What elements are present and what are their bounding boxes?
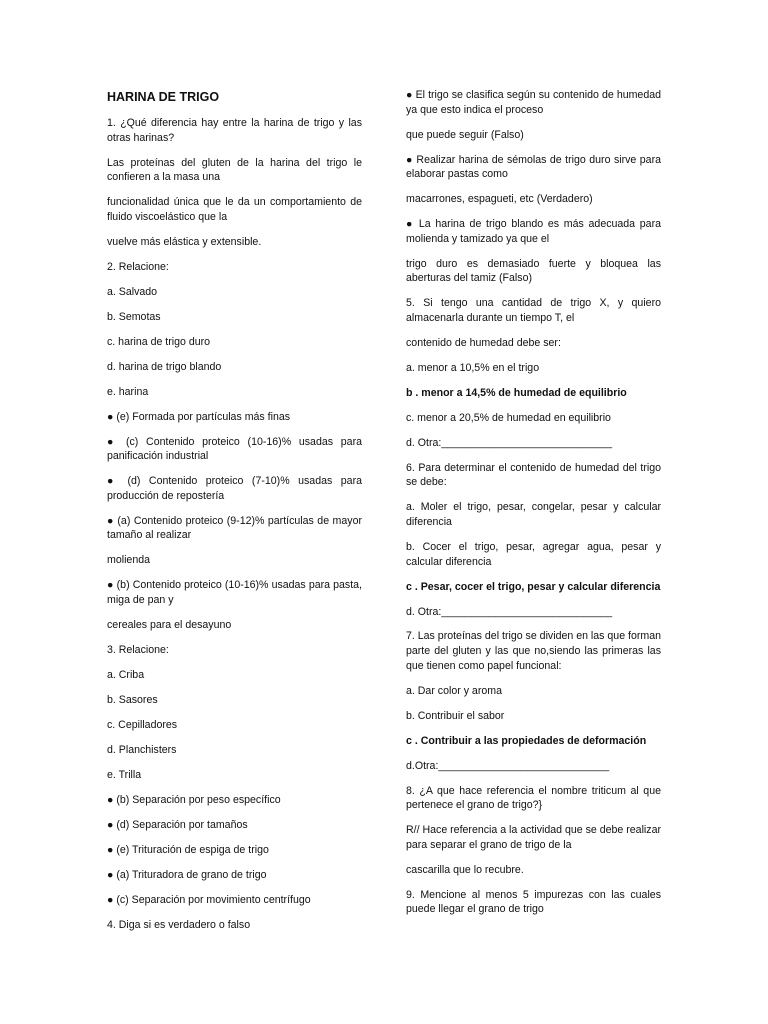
paragraph: ● El trigo se clasifica según su contenido de humedad ya que esto indica el proceso (406, 89, 661, 116)
paragraph: cereales para el desayuno (107, 618, 232, 631)
paragraph: molienda (107, 554, 150, 567)
paragraph: d. Planchisters (107, 743, 177, 756)
paragraph: ● (a) Trituradora de grano de trigo (107, 868, 267, 881)
paragraph: c. harina de trigo duro (107, 335, 211, 348)
paragraph: ● (e) Formada por partículas más finas (107, 410, 291, 423)
right-column (406, 88, 661, 927)
paragraph: R// Hace referencia a la actividad que se debe realizar para separar el grano de trigo de la (406, 824, 661, 851)
paragraph: a. Salvado (107, 285, 158, 298)
paragraph: 1. ¿Qué diferencia hay entre la harina de trigo y las otras harinas? (107, 117, 362, 144)
paragraph: a. Moler el trigo, pesar, congelar, pesar y calcular diferencia (406, 501, 661, 528)
paragraph: ● (d) Separación por tamaños (107, 818, 248, 831)
paragraph: 8. ¿A que hace referencia el nombre triticum al que pertenece el grano de trigo?} (406, 784, 661, 812)
paragraph: ● La harina de trigo blando es más adecuada para molienda y tamizado ya que el (406, 218, 661, 245)
paragraph: 2. Relacione: (107, 260, 169, 273)
paragraph: b. Semotas (107, 310, 161, 323)
paragraph: c . Pesar, cocer el trigo, pesar y calcular diferencia (406, 580, 661, 593)
paragraph: ● (c) Contenido proteico (10-16)% usadas para panificación industrial (107, 435, 362, 463)
paragraph: 9. Mencione al menos 5 impurezas con las cuales puede llegar el grano de trigo (406, 888, 661, 916)
paragraph: ● (b) Contenido proteico (10-16)% usadas para pasta, miga de pan y (107, 579, 362, 606)
paragraph: c. menor a 20,5% de humedad en equilibrio (406, 411, 611, 424)
paragraph: c. Cepilladores (107, 718, 178, 731)
left-column (107, 88, 362, 943)
paragraph: d. Otra:_____________________________ (406, 436, 613, 449)
paragraph: b. Cocer el trigo, pesar, agregar agua, pesar y calcular diferencia (406, 540, 661, 568)
paragraph: a. Dar color y aroma (406, 684, 502, 697)
paragraph: 4. Diga si es verdadero o falso (107, 918, 251, 931)
paragraph: d. Otra:_____________________________ (406, 605, 613, 618)
paragraph: ● (c) Separación por movimiento centrífugo (107, 893, 311, 906)
paragraph: 6. Para determinar el contenido de humedad del trigo se debe: (406, 461, 661, 489)
paragraph: Las proteínas del gluten de la harina del trigo le confieren a la masa una (107, 156, 362, 184)
document-title: HARINA DE TRIGO (107, 90, 220, 104)
paragraph: 7. Las proteínas del trigo se dividen en las que forman parte del gluten y las que no,siendo las primeras las que tienen como papel funcional: (406, 630, 661, 672)
paragraph: vuelve más elástica y extensible. (107, 235, 262, 248)
paragraph: ● (e) Trituración de espiga de trigo (107, 843, 269, 856)
paragraph: macarrones, espagueti, etc (Verdadero) (406, 193, 593, 206)
paragraph: d.Otra:_____________________________ (406, 759, 610, 772)
paragraph: c . Contribuir a las propiedades de deformación (406, 734, 647, 747)
paragraph: b. Sasores (107, 693, 158, 706)
paragraph: que puede seguir (Falso) (406, 128, 524, 141)
paragraph: ● (b) Separación por peso específico (107, 793, 281, 806)
paragraph: b. Contribuir el sabor (406, 709, 505, 722)
paragraph: e. harina (107, 385, 149, 398)
paragraph: b . menor a 14,5% de humedad de equilibrio (406, 386, 627, 399)
paragraph: 3. Relacione: (107, 643, 169, 656)
paragraph: ● (d) Contenido proteico (7-10)% usadas para producción de repostería (107, 475, 362, 502)
paragraph: contenido de humedad debe ser: (406, 336, 561, 349)
paragraph: ● Realizar harina de sémolas de trigo duro sirve para elaborar pastas como (406, 153, 661, 181)
paragraph: a. Criba (107, 668, 145, 681)
paragraph: a. menor a 10,5% en el trigo (406, 361, 540, 374)
paragraph: trigo duro es demasiado fuerte y bloquea las aberturas del tamiz (Falso) (406, 257, 661, 285)
paragraph: funcionalidad única que le da un comportamiento de fluido viscoelástico que la (107, 196, 362, 223)
paragraph: ● (a) Contenido proteico (9-12)% partículas de mayor tamaño al realizar (107, 514, 362, 542)
paragraph: e. Trilla (107, 768, 142, 781)
paragraph: d. harina de trigo blando (107, 360, 222, 373)
paragraph: cascarilla que lo recubre. (406, 863, 524, 876)
paragraph: 5. Si tengo una cantidad de trigo X, y quiero almacenarla durante un tiempo T, el (406, 297, 661, 324)
